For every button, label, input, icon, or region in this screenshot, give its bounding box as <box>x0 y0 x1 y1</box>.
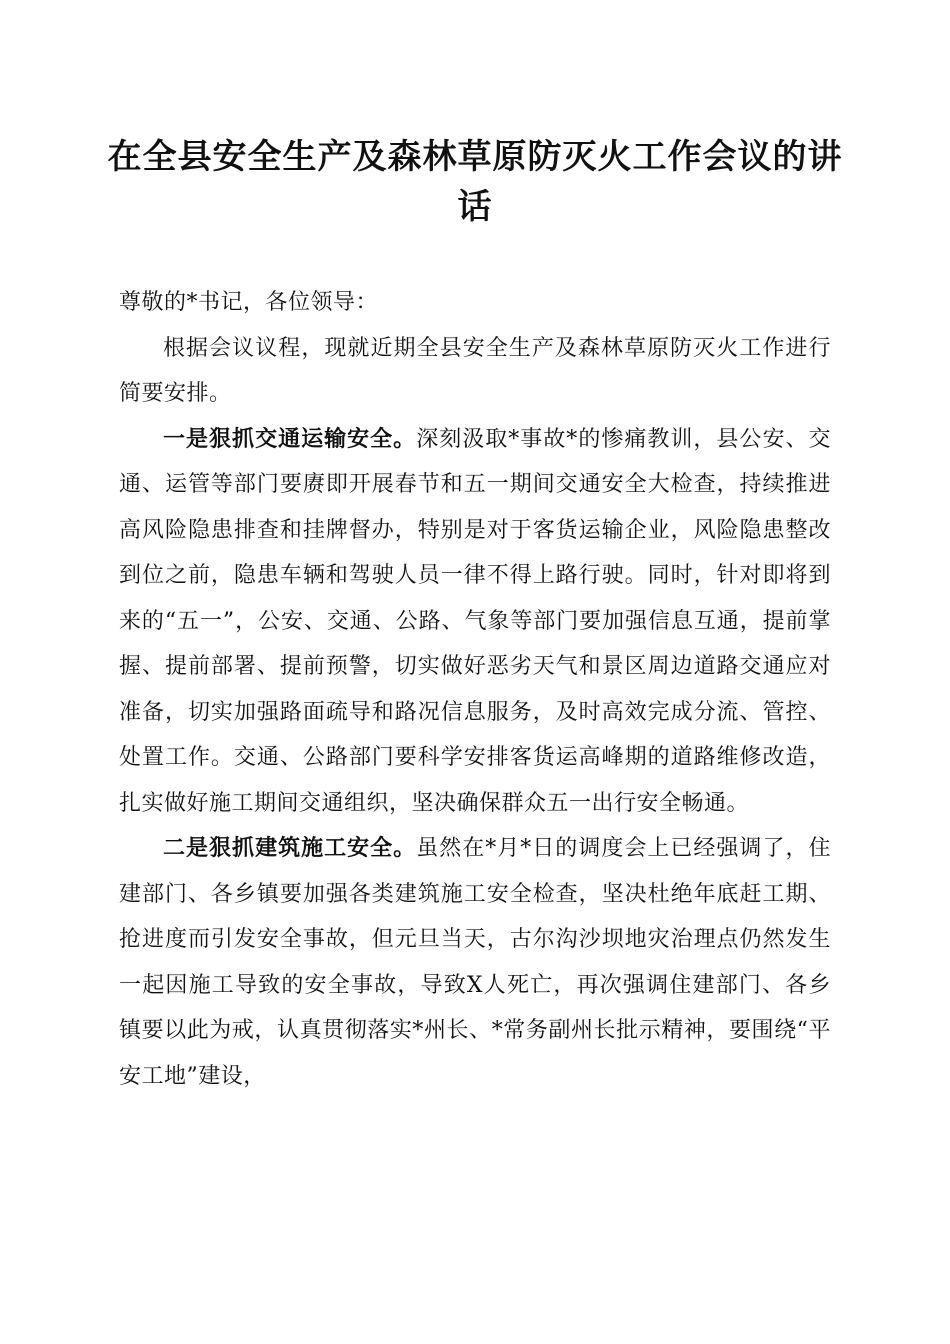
paragraph-lead: 二是狠抓建筑施工安全。 <box>163 835 417 861</box>
paragraph-traffic-safety <box>119 417 831 827</box>
salutation: 尊敬的*书记，各位领导： <box>119 290 379 315</box>
document-title: 在全县安全生产及森林草原防灭火工作会议的讲话 <box>107 137 843 227</box>
paragraph-construction-safety <box>119 826 831 1099</box>
paragraph-text: 根据会议议程，现就近期全县安全生产及森林草原防灭火工作进行简要安排。 <box>119 335 831 406</box>
paragraph-lead: 一是狠抓交通运输安全。 <box>163 425 417 452</box>
document-body <box>119 280 831 1099</box>
paragraph-intro <box>119 326 831 417</box>
paragraph-text: 深刻汲取*事故*的惨痛教训，县公安、交通、运管等部门要赓即开展春节和五一期间交通安全大检查，持续推进高风险隐患排查和挂牌督办，特别是对于客货运输企业，风险隐患整改到位之前，隐患车辆和驾驶人员一律不得上路行驶。同时，针对即将到来的“五一”，公安、交通、公路、气象等部门要加强信息互通，提前掌握、提前部署、提前预警，切实做好恶劣天气和景区周边道路交通应对准备，切实加强路面疏导和路况信息服务，及时高效完成分流、管控、处置工作。交通、公路部门要科学安排客货运高峰期的道路维修改造，扎实做好施工期间交通组织，坚决确保群众五一出行安全畅通。 <box>119 426 831 816</box>
paragraph-text: 虽然在*月*日的调度会上已经强调了，住建部门、各乡镇要加强各类建筑施工安全检查，坚决杜绝年底赶工期、抢进度而引发安全事故，但元旦当天，古尔沟沙坝地灾治理点仍然发生一起因施工导致的安全事故，导致X人死亡，再次强调住建部门、各乡镇要以此为戒，认真贯彻落实*州长、*常务副州长批示精神，要围绕“平安工地”建设， <box>119 836 831 1089</box>
